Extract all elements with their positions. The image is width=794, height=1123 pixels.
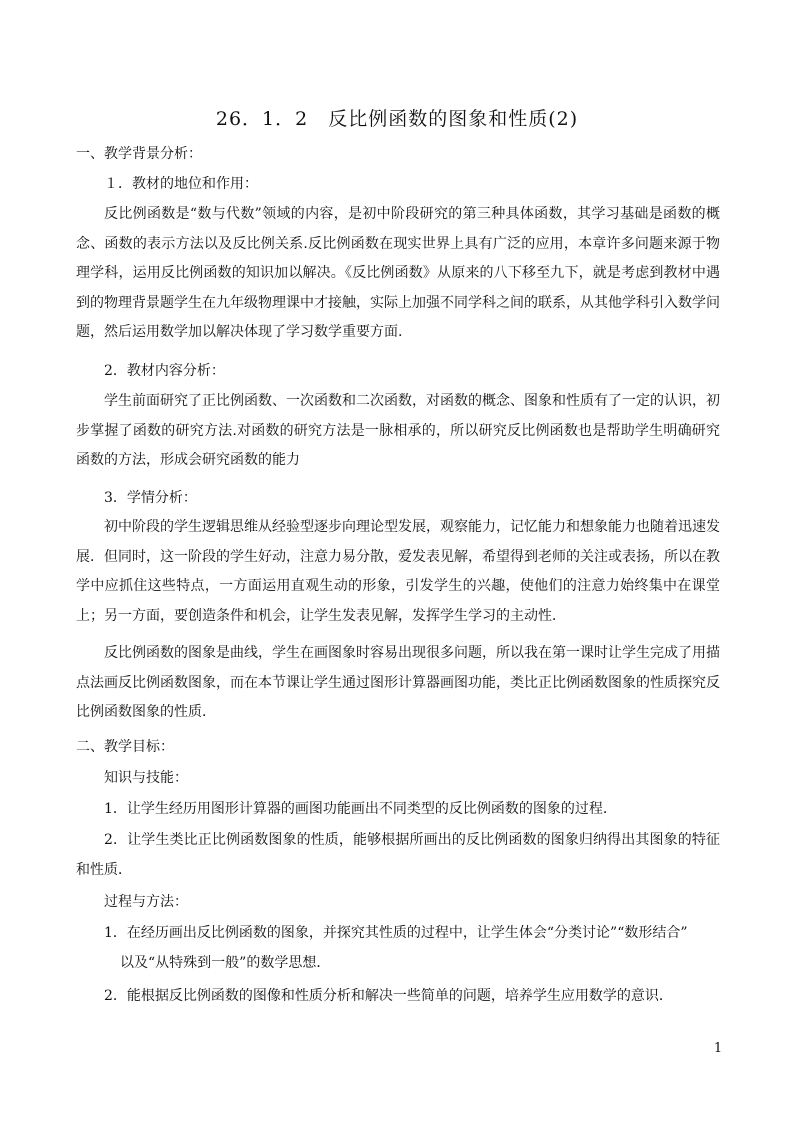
subheading-student-analysis: 3．学情分析： — [104, 490, 197, 506]
subheading-content-analysis: 2．教材内容分析： — [104, 363, 225, 379]
section-heading-teaching-goals: 二、教学目标： — [76, 739, 174, 755]
goal-knowledge-2: 2．让学生类比正比例函数图象的性质，能够根据所画出的反比例函数的图象归纳得出其图象的特征和性质． — [76, 832, 720, 878]
section-heading-teaching-background: 一、教学背景分析： — [76, 146, 202, 162]
goal-knowledge-1: 1．让学生经历用图形计算器的画图功能画出不同类型的反比例函数的图象的过程． — [104, 801, 617, 817]
goal-process-2: 2．能根据反比例函数的图像和性质分析和解决一些简单的问题，培养学生应用数学的意识． — [104, 988, 673, 1004]
paragraph-material-role: 反比例函数是“数与代数”领域的内容，是初中阶段研究的第三种具体函数，其学习基础是函数的概念、函数的表示方法以及反比例关系.反比例函数在现实世界上具有广泛的应用，本章许多问题来源于物理学科，运用反比例函数的知识加以解决。《反比例函数》从原来的八下移至九下，就是考虑到教材中遇到的物理背景题学生在九年级物理课中才接触，实际上加强不同学科之间的联系，从其他学科引入数学问题，然后运用数学加以解决体现了学习数学重要方面. — [76, 206, 720, 340]
page-number: 1 — [713, 1041, 723, 1056]
subheading-material-role: １．教材的地位和作用： — [104, 176, 258, 192]
subheading-knowledge-skills: 知识与技能： — [104, 770, 188, 786]
goal-process-1-line2: 以及“从特殊到一般”的数学思想． — [120, 954, 331, 971]
goal-process-1-line1: 1．在经历画出反比例函数的图象，并探究其性质的过程中，让学生体会“分类讨论”“数形结合” — [104, 925, 688, 941]
paragraph-student-analysis-2: 反比例函数的图象是曲线，学生在画图象时容易出现很多问题，所以我在第一课时让学生完成了用描点法画反比例函数图象，而在本节课让学生通过图形计算器画图功能，类比正比例函数图象的性质探究反比例函数图象的性质． — [76, 645, 720, 720]
paragraph-student-analysis-1: 初中阶段的学生逻辑思维从经验型逐步向理论型发展，观察能力，记忆能力和想象能力也随着迅速发展．但同时，这一阶段的学生好动，注意力易分散，爱发表见解，希望得到老师的关注或表扬，所以在教学中应抓住这些特点，一方面运用直观生动的形象，引发学生的兴趣，使他们的注意力始终集中在课堂上；另一方面，要创造条件和机会，让学生发表见解，发挥学生学习的主动性． — [76, 519, 720, 624]
goal-process-1 — [76, 919, 720, 978]
document-title: 26．1．2 反比例函数的图象和性质(2) — [215, 108, 579, 130]
subheading-process-methods: 过程与方法： — [104, 894, 188, 910]
paragraph-content-analysis: 学生前面研究了正比例函数、一次函数和二次函数，对函数的概念、图象和性质有了一定的认识，初步掌握了函数的研究方法.对函数的研究方法是一脉相承的，所以研究反比例函数也是帮助学生明确研究函数的方法，形成会研究函数的能力 — [76, 393, 720, 468]
